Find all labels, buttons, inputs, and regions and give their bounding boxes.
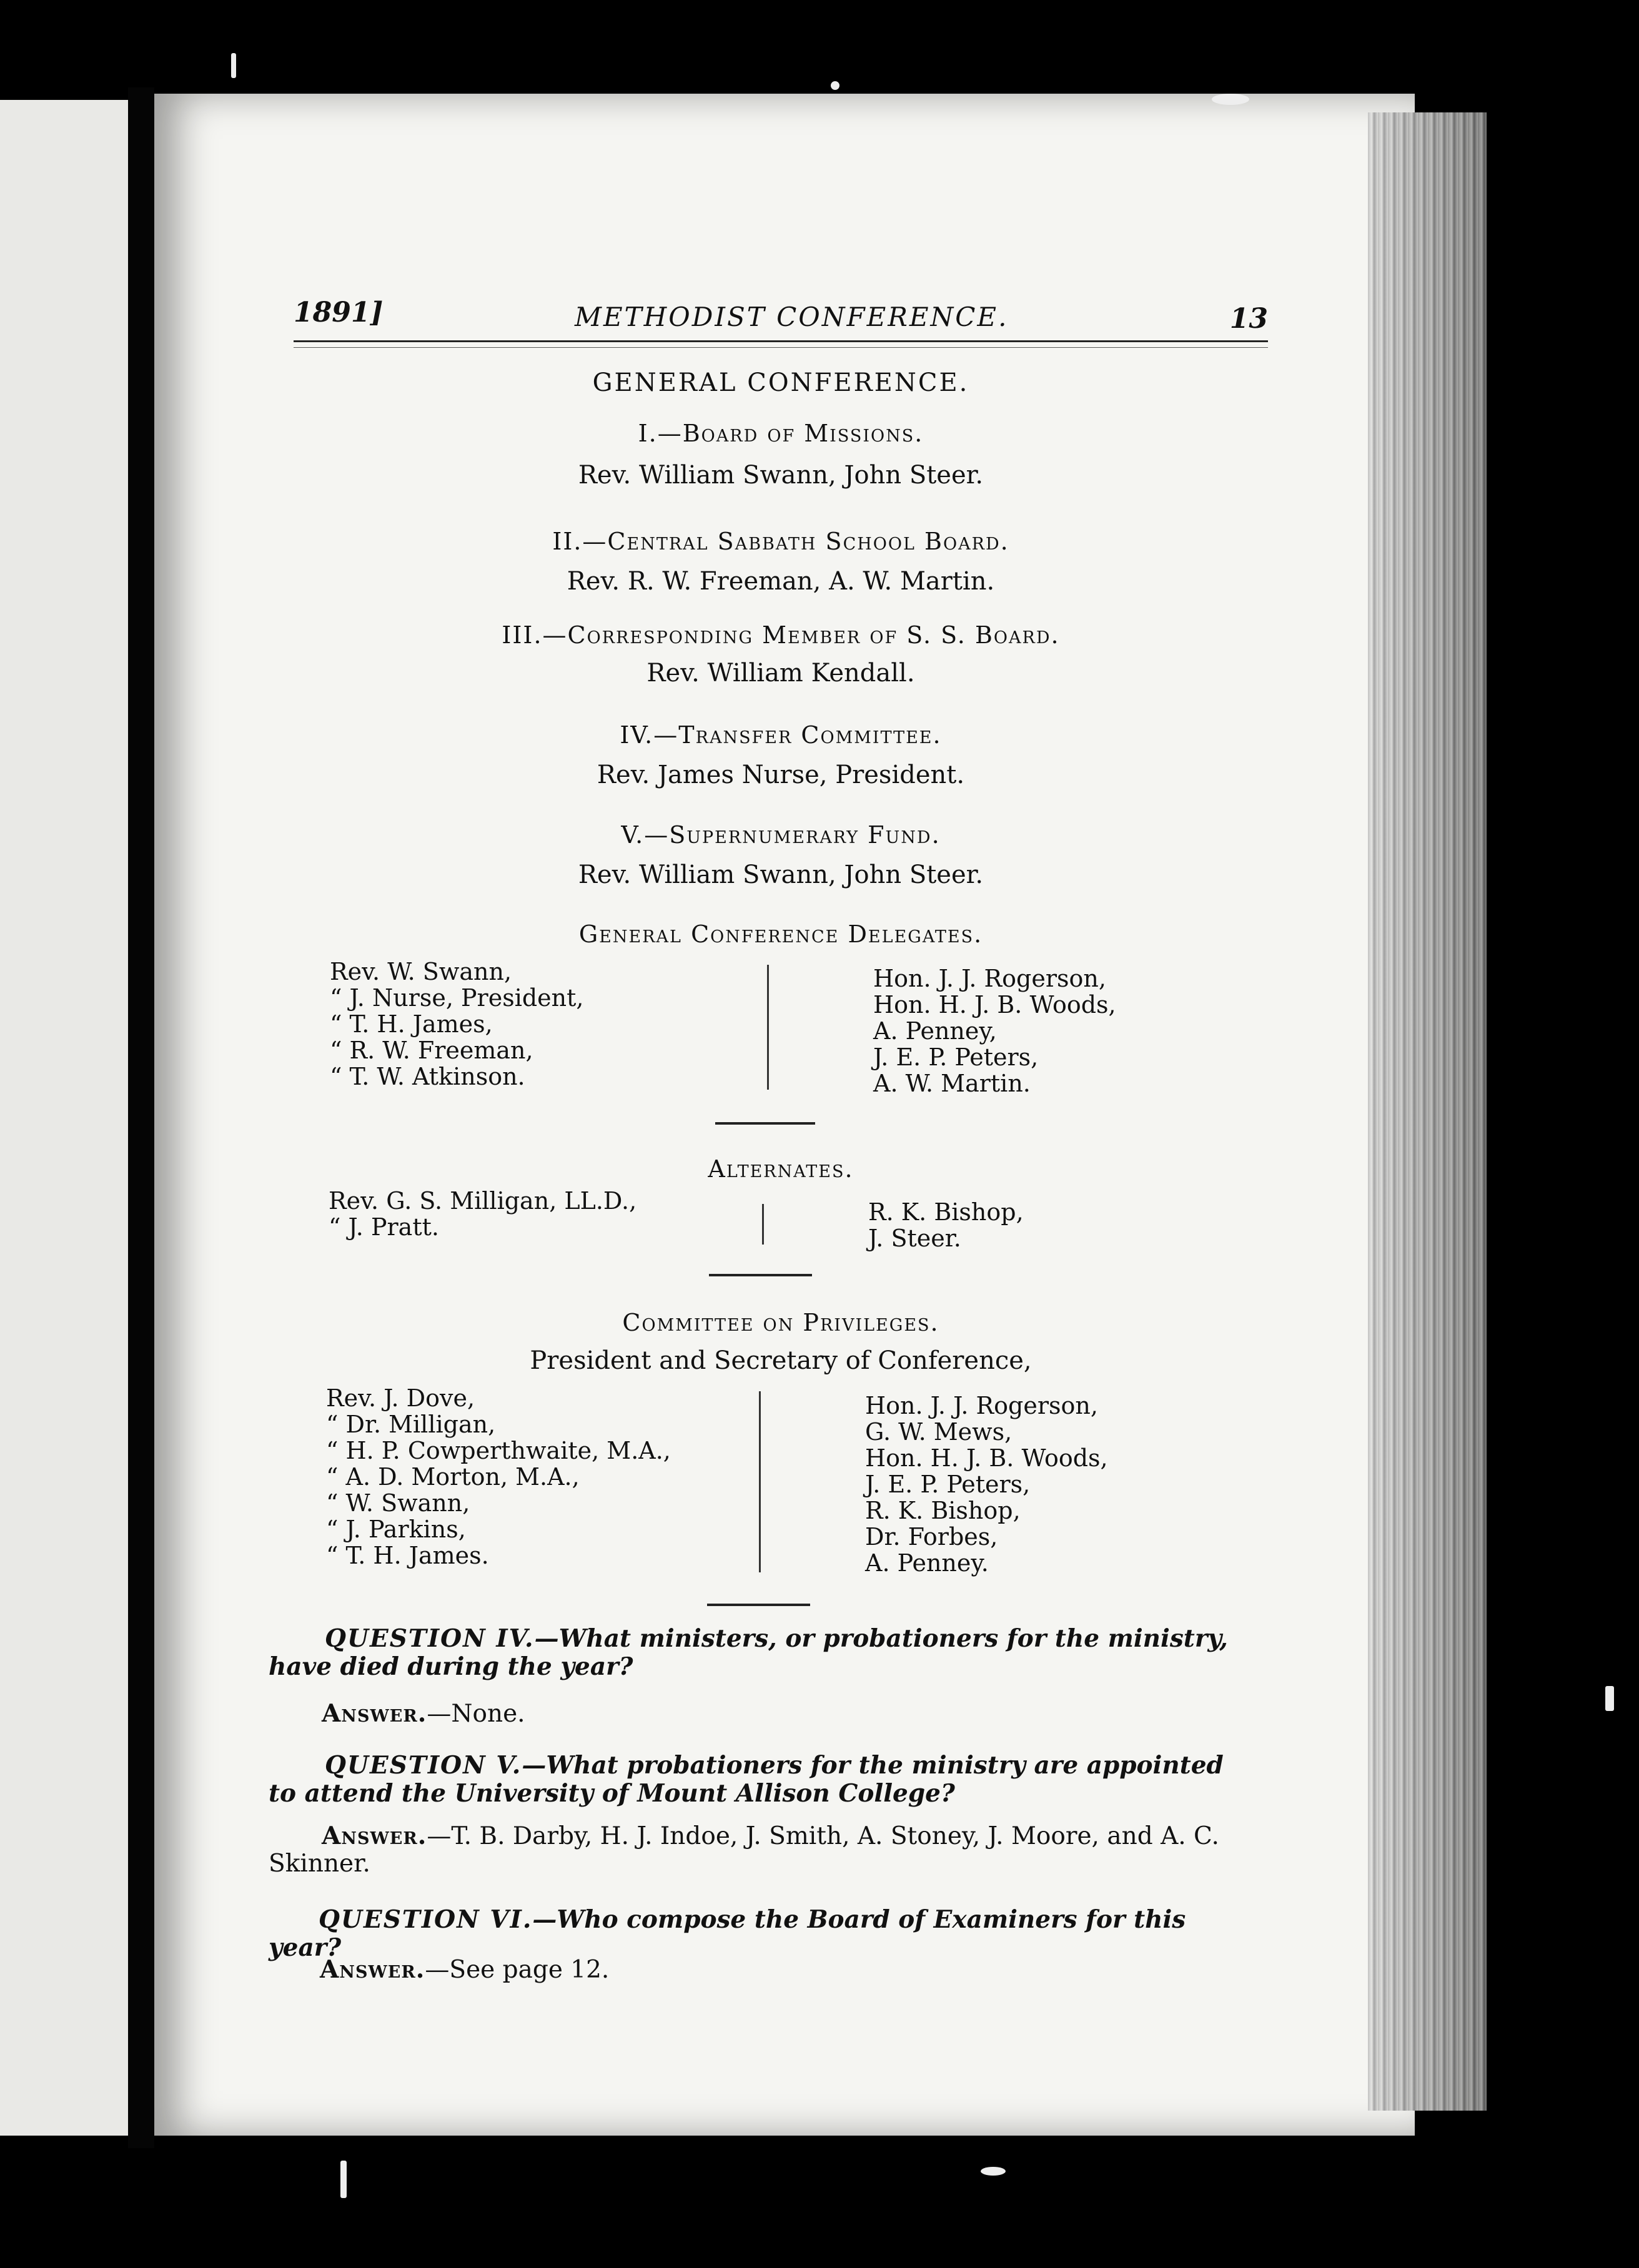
committee-entry: G. W. Mews, (865, 1418, 1013, 1446)
section-divider (709, 1274, 812, 1276)
privileges-right-column (865, 1393, 1108, 1576)
answer-text: —T. B. Darby, H. J. Indoe, J. Smith, A. Stoney, J. Moore, and A. C. Skinner. (269, 1822, 1219, 1878)
committee-entry: “ J. Parkins, (326, 1516, 466, 1543)
question-text: —Who compose the Board of Examiners for this year? (269, 1905, 1186, 1962)
section-title: III.—Corresponding Member of S. S. Board. (502, 621, 1060, 649)
alternates-left-column (329, 1188, 636, 1240)
alternate-entry: R. K. Bishop, (868, 1198, 1024, 1226)
privileges-subheading: President and Secretary of Conference, (530, 1346, 1032, 1375)
answer-paragraph (322, 1700, 1309, 1728)
committee-entry: J. E. P. Peters, (865, 1471, 1031, 1498)
delegates-heading: General Conference Delegates. (578, 920, 983, 948)
section-members: Rev. James Nurse, President. (597, 761, 965, 789)
committee-entry: “ A. D. Morton, M.A., (326, 1463, 580, 1491)
question-text: —What ministers, or probationers for the ministry, have died during the year? (269, 1624, 1228, 1681)
delegate-entry: Hon. J. J. Rogerson, (873, 965, 1106, 992)
committee-entry: “ W. Swann, (326, 1489, 470, 1517)
committee-entry: “ Dr. Milligan, (326, 1411, 496, 1438)
alternates-right-column (868, 1199, 1024, 1251)
question-paragraph (269, 1752, 1255, 1808)
column-divider (767, 965, 769, 1090)
answer-paragraph (269, 1822, 1255, 1878)
delegate-entry: Rev. W. Swann, (330, 958, 512, 985)
privileges-left-column (326, 1385, 671, 1569)
delegates-right-column (873, 965, 1116, 1097)
committee-entry: A. Penney. (865, 1549, 989, 1577)
alternates-heading: Alternates. (708, 1155, 854, 1183)
delegate-entry: “ R. W. Freeman, (330, 1037, 533, 1064)
delegate-entry: A. Penney, (873, 1017, 997, 1045)
delegate-entry: “ T. W. Atkinson. (330, 1063, 525, 1090)
question-lead: QUESTION VI. (319, 1905, 533, 1934)
question-paragraph (269, 1906, 1255, 1962)
section-divider (715, 1122, 815, 1125)
column-divider (759, 1391, 761, 1572)
answer-paragraph (320, 1956, 1307, 1984)
delegate-entry: “ T. H. James, (330, 1010, 493, 1038)
section-title: IV.—Transfer Committee. (620, 721, 942, 749)
privileges-heading: Committee on Privileges. (622, 1309, 939, 1336)
section-divider (707, 1604, 810, 1606)
answer-label: Answer. (322, 1699, 427, 1728)
running-head-year: 1891] (294, 297, 384, 328)
committee-entry: R. K. Bishop, (865, 1497, 1021, 1524)
answer-label: Answer. (320, 1955, 425, 1984)
section-members: Rev. William Kendall. (646, 659, 915, 688)
delegate-entry: J. E. P. Peters, (873, 1043, 1039, 1071)
committee-entry: Dr. Forbes, (865, 1523, 998, 1551)
committee-entry: “ H. P. Cowperthwaite, M.A., (326, 1437, 671, 1464)
delegate-entry: Hon. H. J. B. Woods, (873, 991, 1116, 1018)
section-members: Rev. William Swann, John Steer. (578, 860, 984, 889)
running-head-title: METHODIST CONFERENCE. (575, 302, 1009, 332)
answer-label: Answer. (322, 1822, 427, 1850)
committee-entry: Hon. H. J. B. Woods, (865, 1444, 1108, 1472)
general-conference-heading: GENERAL CONFERENCE. (592, 368, 969, 397)
alternate-entry: J. Steer. (868, 1225, 961, 1252)
committee-entry: “ T. H. James. (326, 1542, 489, 1569)
alternate-entry: Rev. G. S. Milligan, LL.D., (329, 1187, 637, 1215)
question-text: —What probationers for the ministry are appointed to attend the University of Mount Allison College? (269, 1751, 1224, 1808)
section-title: II.—Central Sabbath School Board. (552, 528, 1009, 555)
section-title: I.—Board of Missions. (638, 420, 924, 447)
committee-entry: Hon. J. J. Rogerson, (865, 1392, 1098, 1419)
answer-text: —See page 12. (425, 1956, 610, 1984)
page-number: 13 (1229, 303, 1268, 335)
delegates-left-column (330, 959, 584, 1090)
delegate-entry: A. W. Martin. (873, 1070, 1031, 1097)
running-head (294, 290, 1268, 342)
committee-entry: Rev. J. Dove, (326, 1384, 475, 1412)
answer-text: —None. (427, 1700, 525, 1728)
question-lead: QUESTION V. (325, 1751, 522, 1780)
column-divider (762, 1204, 764, 1245)
delegate-entry: “ J. Nurse, President, (330, 984, 584, 1012)
question-lead: QUESTION IV. (325, 1624, 535, 1653)
question-paragraph (269, 1625, 1255, 1681)
section-title: V.—Supernumerary Fund. (621, 821, 941, 849)
alternate-entry: “ J. Pratt. (329, 1213, 439, 1241)
section-members: Rev. William Swann, John Steer. (578, 461, 984, 490)
section-members: Rev. R. W. Freeman, A. W. Martin. (567, 567, 995, 596)
running-head-rule (294, 347, 1268, 348)
